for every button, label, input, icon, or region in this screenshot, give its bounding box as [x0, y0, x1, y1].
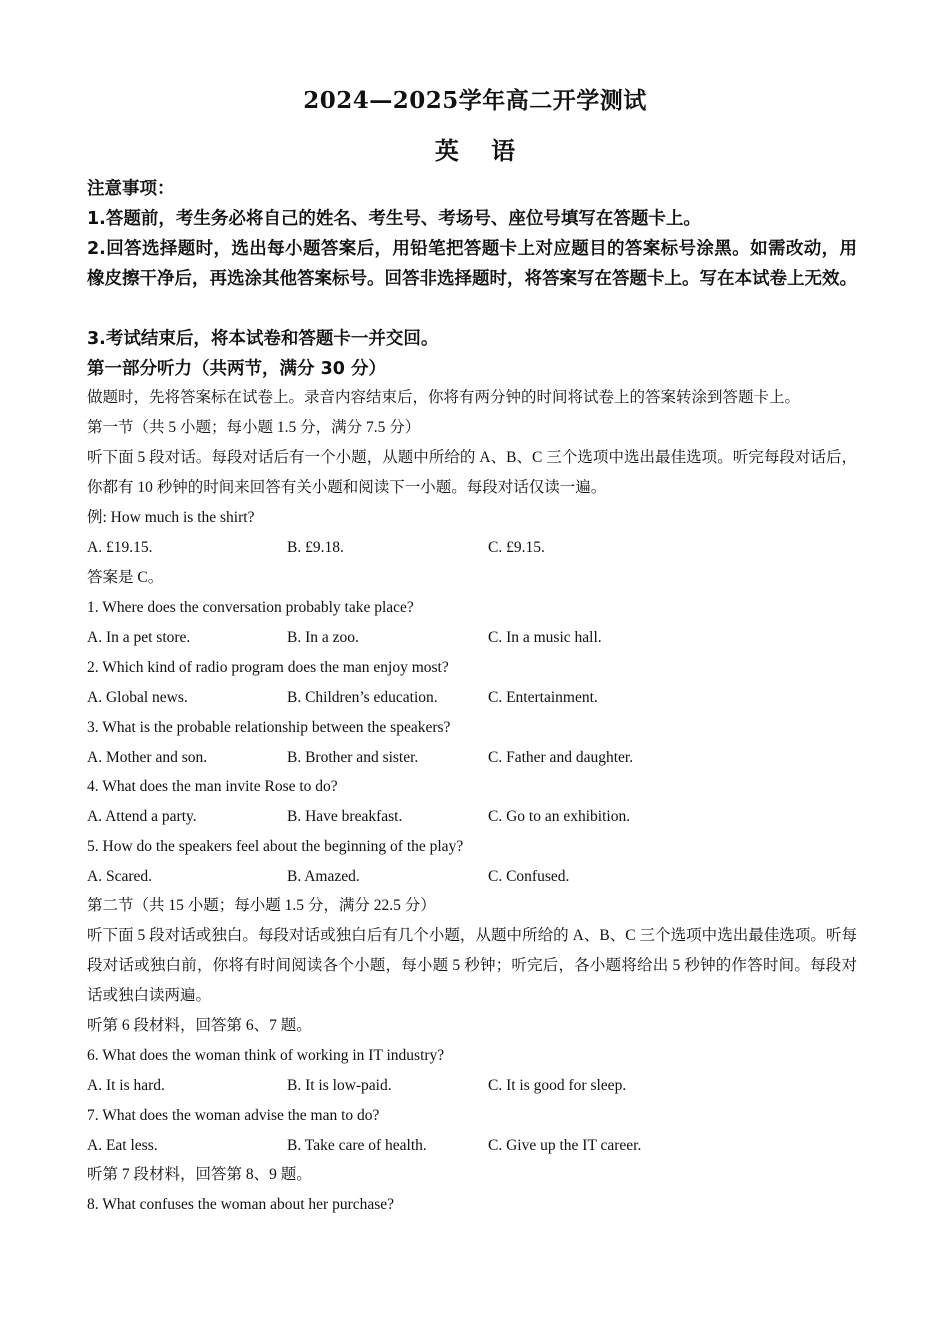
q5-option-a: A. Scared. — [87, 868, 152, 885]
example-option-a: A. £19.15. — [87, 539, 153, 556]
q7-option-b: B. Take care of health. — [287, 1137, 427, 1154]
question-4: 4. What does the man invite Rose to do? — [87, 778, 338, 795]
q7-option-c: C. Give up the IT career. — [488, 1137, 642, 1154]
q6-option-b: B. It is low-paid. — [287, 1077, 392, 1094]
q1-option-b: B. In a zoo. — [287, 629, 359, 646]
q3-option-a: A. Mother and son. — [87, 749, 208, 766]
example-question: 例: How much is the shirt? — [87, 509, 255, 526]
section2-heading: 第二节（共 15 小题；每小题 1.5 分，满分 22.5 分） — [87, 897, 436, 914]
question-6: 6. What does the woman think of working in IT industry? — [87, 1047, 445, 1064]
material-7-label: 听第 7 段材料，回答第 8、9 题。 — [87, 1166, 312, 1183]
notice-heading: 注意事项： — [87, 179, 175, 199]
q3-option-c: C. Father and daughter. — [488, 749, 634, 766]
q6-option-c: C. It is good for sleep. — [488, 1077, 627, 1094]
q6-option-a: A. It is hard. — [87, 1077, 165, 1094]
section1-heading: 第一节（共 5 小题；每小题 1.5 分，满分 7.5 分） — [87, 419, 421, 436]
notice-item-2: 2.回答选择题时，选出每小题答案后，用铅笔把答题卡上对应题目的答案标号涂黑。如需改动，用橡皮擦干净后，再选涂其他答案标号。回答非选择题时，将答案写在答题卡上。写在本试卷上无效。 — [87, 239, 857, 289]
notice-item-3: 3.考试结束后，将本试卷和答题卡一并交回。 — [87, 329, 439, 349]
part1-instruction: 做题时，先将答案标在试卷上。录音内容结束后，你将有两分钟的时间将试卷上的答案转涂到答题卡上。 — [87, 389, 801, 406]
material-6-label: 听第 6 段材料，回答第 6、7 题。 — [87, 1017, 312, 1034]
q1-option-a: A. In a pet store. — [87, 629, 191, 646]
q2-option-b: B. Children’s education. — [287, 689, 438, 706]
question-8: 8. What confuses the woman about her purchase? — [87, 1196, 395, 1213]
exam-title: 2024—2025学年高二开学测试 — [303, 87, 647, 114]
example-answer: 答案是 C。 — [87, 569, 164, 586]
question-2: 2. Which kind of radio program does the man enjoy most? — [87, 659, 449, 676]
subject-title: 英 语 — [434, 136, 528, 165]
q2-option-a: A. Global news. — [87, 689, 188, 706]
q2-option-c: C. Entertainment. — [488, 689, 598, 706]
q3-option-b: B. Brother and sister. — [287, 749, 419, 766]
part1-heading: 第一部分听力（共两节，满分 30 分） — [87, 359, 387, 379]
q1-option-c: C. In a music hall. — [488, 629, 602, 646]
example-option-c: C. £9.15. — [488, 539, 545, 556]
question-5: 5. How do the speakers feel about the beginning of the play? — [87, 838, 464, 855]
q4-option-c: C. Go to an exhibition. — [488, 808, 631, 825]
question-1: 1. Where does the conversation probably take place? — [87, 599, 414, 616]
section1-instruction: 听下面 5 段对话。每段对话后有一个小题，从题中所给的 A、B、C 三个选项中选出最佳选项。听完每段对话后，你都有 10 秒钟的时间来回答有关小题和阅读下一小题。每段对话仅读一遍。 — [87, 449, 857, 496]
q5-option-b: B. Amazed. — [287, 868, 360, 885]
q4-option-b: B. Have breakfast. — [287, 808, 403, 825]
question-7: 7. What does the woman advise the man to do? — [87, 1107, 380, 1124]
q7-option-a: A. Eat less. — [87, 1137, 158, 1154]
example-option-b: B. £9.18. — [287, 539, 344, 556]
question-3: 3. What is the probable relationship between the speakers? — [87, 719, 451, 736]
section2-instruction: 听下面 5 段对话或独白。每段对话或独白后有几个小题，从题中所给的 A、B、C 三个选项中选出最佳选项。听每段对话或独白前，你将有时间阅读各个小题，每小题 5 秒钟；听完后，各小题将给出 5 秒钟的作答时间。每段对话或独白读两遍。 — [87, 927, 857, 1004]
q4-option-a: A. Attend a party. — [87, 808, 197, 825]
notice-item-1: 1.答题前，考生务必将自己的姓名、考生号、考场号、座位号填写在答题卡上。 — [87, 209, 701, 229]
q5-option-c: C. Confused. — [488, 868, 570, 885]
